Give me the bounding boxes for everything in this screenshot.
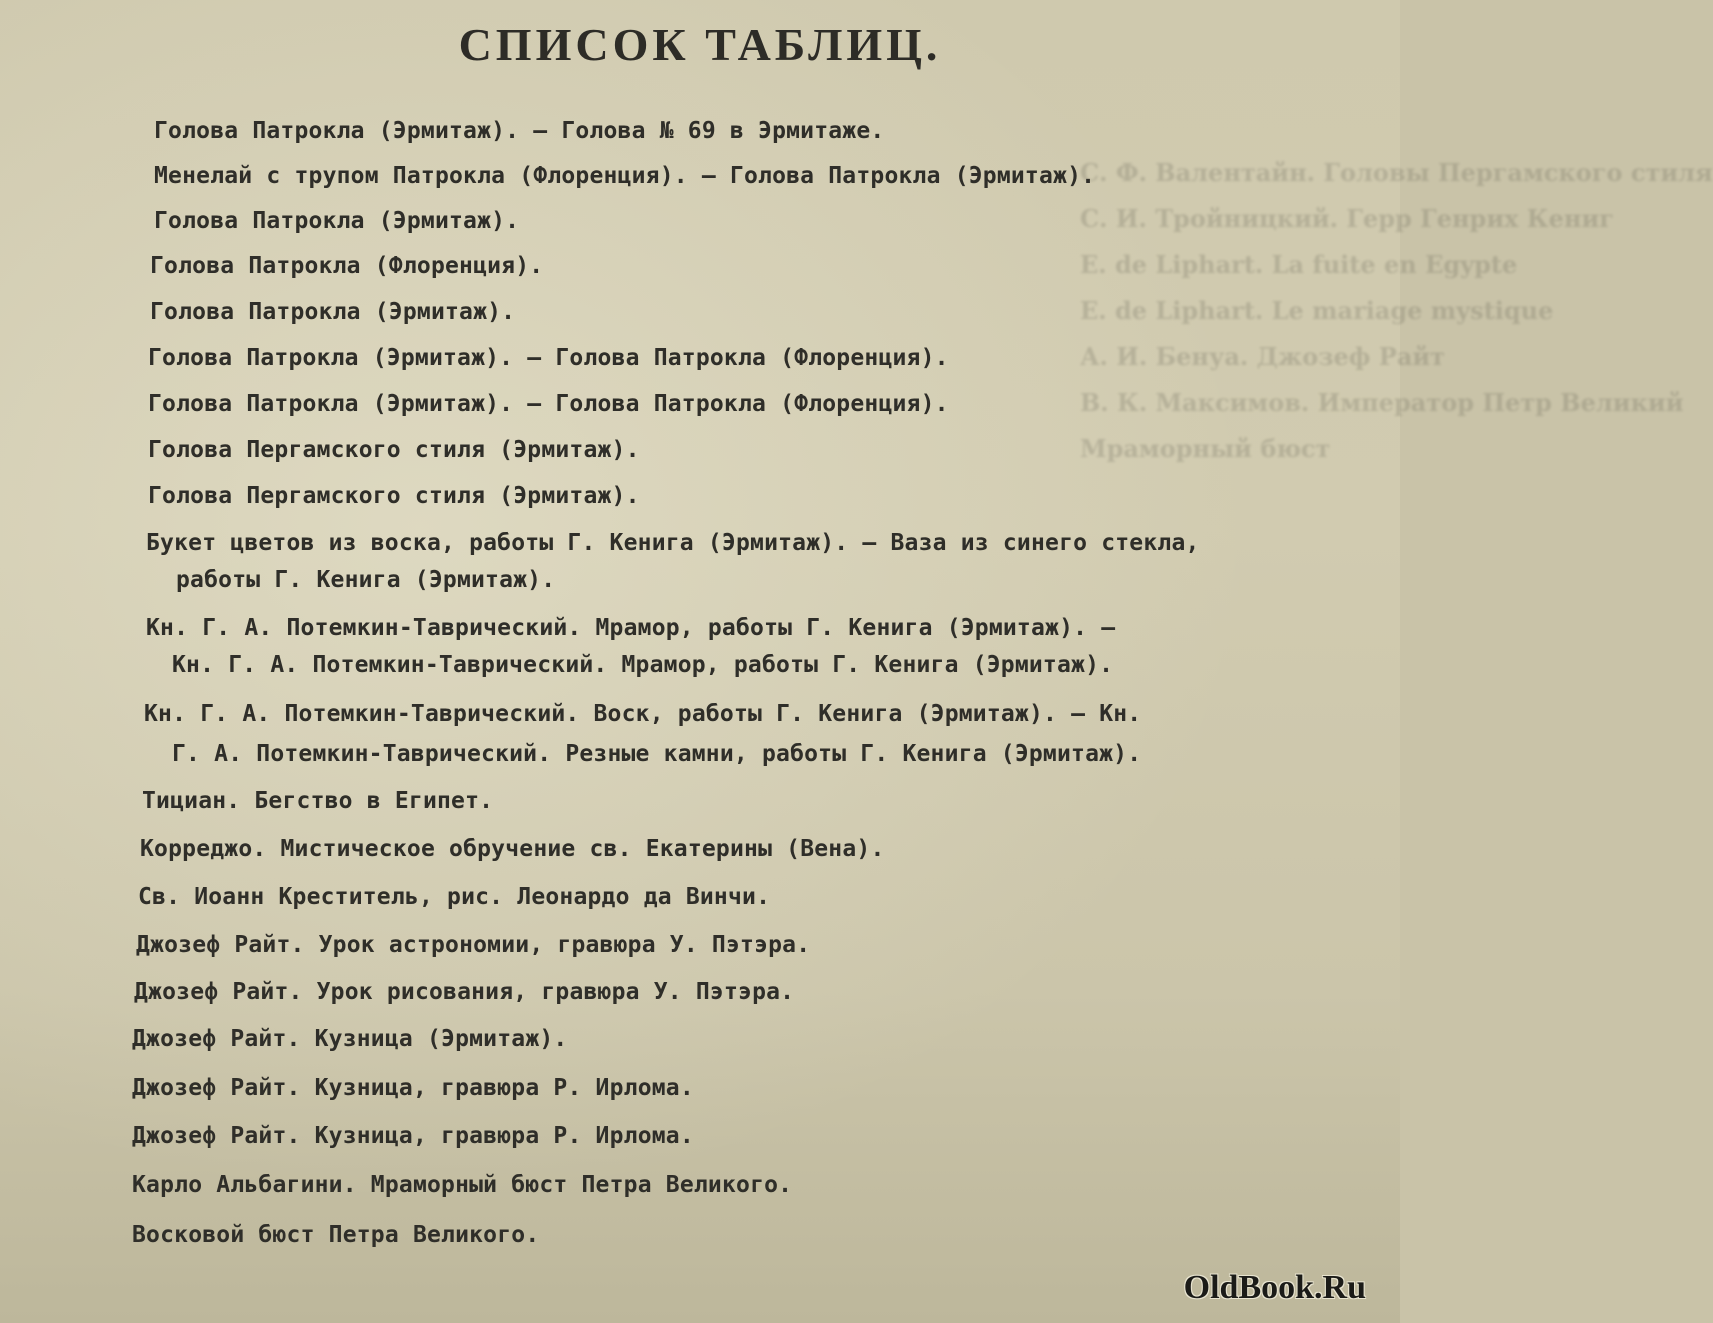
entry-text: Джозеф Райт. Кузница, гравюра Р. Ирлома.: [132, 1075, 694, 1101]
entry-text: Менелай с трупом Патрокла (Флоренция). — Голова Патрокла (Эрмитаж).: [154, 163, 1096, 189]
entry-text: Тициан. Бегство в Египет.: [142, 788, 494, 814]
watermark: OldBook.Ru: [1183, 1269, 1366, 1306]
show-through-text: С. Ф. Валентайн. Головы Пергамского стиля С. И. Тройницкий. Герр Генрих Кениг Е. de Liphart. La fuite en Egypte Е. de Liphart. Le mariage mystique А. И. Бенуа. Джозеф Райт В. К. Максимов. Император Петр Великий Мраморный бюст: [1080, 158, 1713, 463]
entry-text: Голова Пергамского стиля (Эрмитаж).: [148, 483, 640, 509]
entry-text: Джозеф Райт. Урок астрономии, гравюра У. Пэтэра.: [136, 932, 811, 958]
entry-text: Голова Патрокла (Эрмитаж). — Голова Патрокла (Флоренция).: [148, 391, 949, 417]
entry-text: Голова Патрокла (Эрмитаж). — Голова № 69 в Эрмитаже.: [154, 118, 885, 144]
entry-text: Джозеф Райт. Кузница, гравюра Р. Ирлома.: [132, 1123, 694, 1149]
entry-text: Голова Патрокла (Эрмитаж).: [154, 208, 520, 234]
entry-text: Голова Патрокла (Флоренция).: [150, 253, 544, 279]
entry-text: Голова Пергамского стиля (Эрмитаж).: [148, 437, 640, 463]
entry-text: Букет цветов из воска, работы Г. Кенига (Эрмитаж). — Ваза из синего стекла,: [146, 530, 1200, 556]
entry-text: Г. А. Потемкин-Таврический. Резные камни, работы Г. Кенига (Эрмитаж).: [172, 741, 1142, 767]
entry-text: Голова Патрокла (Эрмитаж).: [150, 299, 516, 325]
entry-text: Джозеф Райт. Урок рисования, гравюра У. Пэтэра.: [134, 979, 795, 1005]
entry-text: Кн. Г. А. Потемкин-Таврический. Мрамор, работы Г. Кенига (Эрмитаж). —: [146, 615, 1116, 641]
entry-text: Св. Иоанн Креститель, рис. Леонардо да Винчи.: [138, 884, 771, 910]
page-title: СПИСОК ТАБЛИЦ.: [458, 19, 942, 70]
entry-text: Кн. Г. А. Потемкин-Таврический. Мрамор, работы Г. Кенига (Эрмитаж).: [172, 652, 1114, 678]
entry-text: Восковой бюст Петра Великого.: [132, 1222, 540, 1248]
entry-text: Джозеф Райт. Кузница (Эрмитаж).: [132, 1026, 568, 1052]
entry-text: Корреджо. Мистическое обручение св. Екатерины (Вена).: [140, 836, 885, 862]
entry-text: Карло Альбагини. Мраморный бюст Петра Великого.: [132, 1172, 793, 1198]
entry-text: Голова Патрокла (Эрмитаж). — Голова Патрокла (Флоренция).: [148, 345, 949, 371]
entry-text: работы Г. Кенига (Эрмитаж).: [176, 567, 556, 593]
entry-text: Кн. Г. А. Потемкин-Таврический. Воск, работы Г. Кенига (Эрмитаж). — Кн.: [144, 701, 1142, 727]
